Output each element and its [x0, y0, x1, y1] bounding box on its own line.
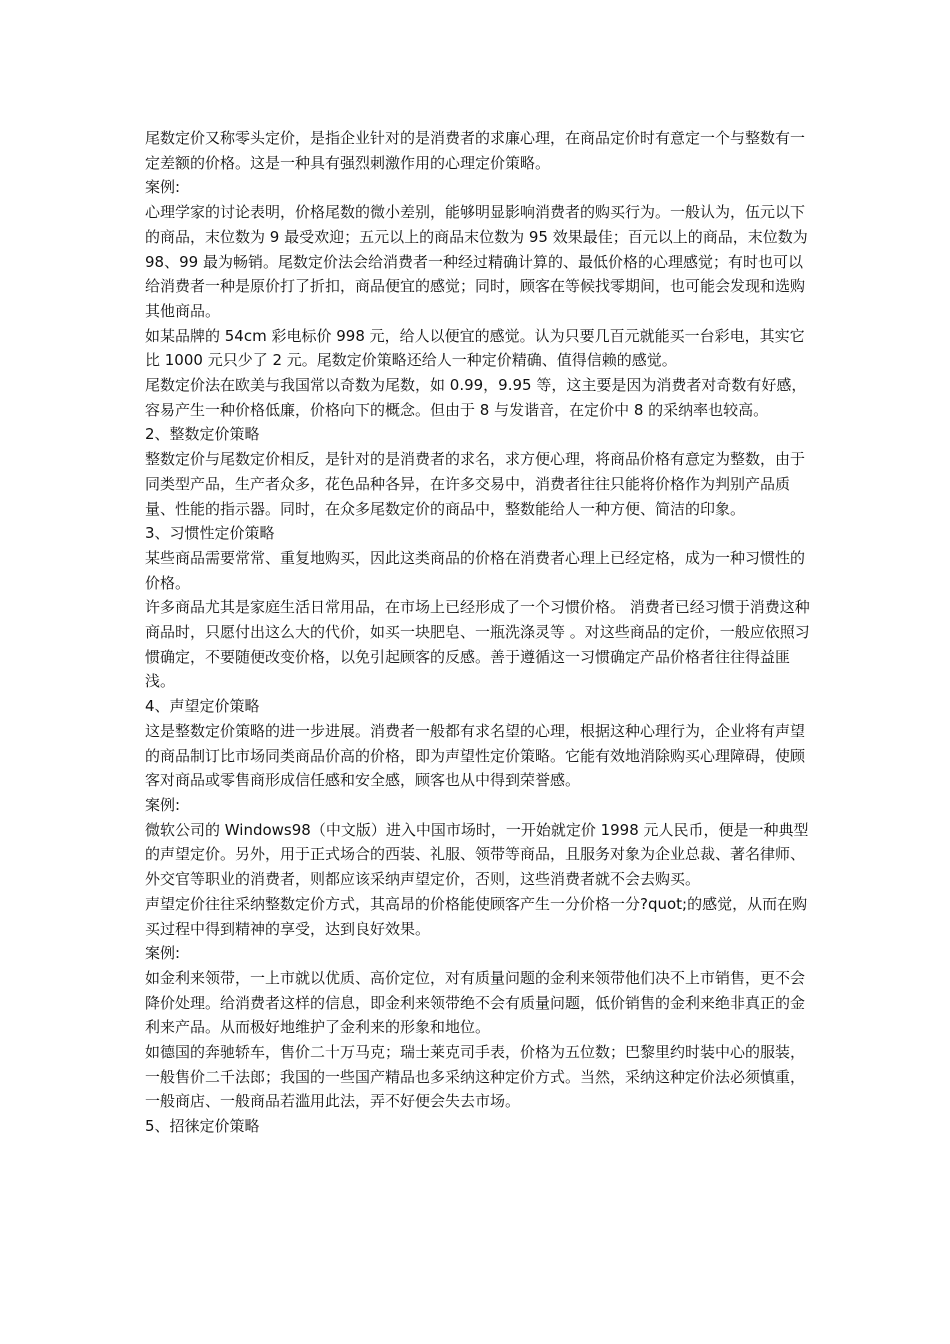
case-label: 案例:: [145, 795, 181, 814]
paragraph-microsoft-example: 微软公司的 Windows98（中文版）进入中国市场时，一开始就定价 1998 元人民币，便是一种典型的声望定价。另外，用于正式场合的西装、礼服、领带等商品，且服务对象为企业总裁、著名律师、外交官等职业的消费者，则都应该采纳声望定价，否则，这些消费者就不会去购买。: [145, 820, 809, 889]
section-heading-integer-pricing: 2、整数定价策略: [145, 425, 260, 444]
intro-paragraph: 尾数定价又称零头定价，是指企业针对的是消费者的求廉心理，在商品定价时有意定一个与整数有一定差额的价格。这是一种具有强烈刺激作用的心理定价策略。: [145, 129, 806, 172]
paragraph-habitual-pricing-2: 许多商品尤其是家庭生活日常用品，在市场上已经形成了一个习惯价格。 消费者已经习惯于消费这种商品时，只愿付出这么大的代价，如买一块肥皂、一瓶洗涤灵等 。对这些商品的定价，一般应依照习惯确定，不要随便改变价格，以免引起顾客的反感。善于遵循这一习惯确定产品价格者往往得益匪浅。: [145, 598, 810, 691]
case-label: 案例:: [145, 944, 181, 963]
paragraph-integer-pricing: 整数定价与尾数定价相反，是针对的是消费者的求名，求方便心理，将商品价格有意定为整数，由于同类型产品，生产者众多，花色品种各异，在许多交易中，消费者往往只能将价格作为判别产品质量、性能的指示器。同时，在众多尾数定价的商品中，整数能给人一种方便、简洁的印象。: [145, 450, 806, 518]
section-heading-habitual-pricing: 3、习惯性定价策略: [145, 524, 275, 543]
paragraph-odd-number-pricing: 尾数定价法在欧美与我国常以奇数为尾数，如 0.99，9.95 等，这主要是因为消费者对奇数有好感，容易产生一种价格低廉，价格向下的概念。但由于 8 与发谐音，在定价中 8 的采纳率也较高。: [145, 376, 807, 419]
paragraph-luxury-examples: 如德国的奔驰轿车，售价二十万马克；瑞士莱克司手表，价格为五位数；巴黎里约时装中心的服装，一般售价二千法郎；我国的一些国产精品也多采纳这种定价方式。当然，采纳这种定价法必须慎重，一般商店、一般商品若滥用此法，弄不好便会失去市场。: [145, 1043, 806, 1111]
paragraph-prestige-integer: 声望定价往往采纳整数定价方式，其高昂的价格能使顾客产生一分价格一分?quot;的感觉，从而在购买过程中得到精神的享受，达到良好效果。: [145, 894, 808, 938]
section-heading-prestige-pricing: 4、声望定价策略: [145, 697, 260, 716]
section-heading-lure-pricing: 5、招徕定价策略: [145, 1117, 260, 1136]
paragraph-habitual-pricing-1: 某些商品需要常常、重复地购买，因此这类商品的价格在消费者心理上已经定格，成为一种习惯性的价格。: [145, 548, 806, 592]
paragraph-tv-example: 如某品牌的 54cm 彩电标价 998 元，给人以便宜的感觉。认为只要几百元就能买一台彩电，其实它比 1000 元只少了 2 元。尾数定价策略还给人一种定价精确、值得信赖的感觉。: [145, 326, 805, 370]
paragraph-prestige-pricing: 这是整数定价策略的进一步进展。消费者一般都有求名望的心理，根据这种心理行为，企业将有声望的商品制订比市场同类商品价高的价格，即为声望性定价策略。它能有效地消除购买心理障碍，使顾客对商品或零售商形成信任感和安全感，顾客也从中得到荣誉感。: [145, 721, 806, 790]
document-body: [145, 126, 811, 1139]
case-label: 案例:: [145, 178, 181, 197]
paragraph-psychology-research: 心理学家的讨论表明，价格尾数的微小差别，能够明显影响消费者的购买行为。一般认为，伍元以下的商品，末位数为 9 最受欢迎；五元以上的商品末位数为 95 效果最佳；百元以上的商品，末位数为 98、99 最为畅销。尾数定价法会给消费者一种经过精确计算的、最低价格的心理感觉；有时也可以给消费者一种是原价打了折扣，商品便宜的感觉；同时，顾客在等候找零期间，也可能会发现和选购其他商品。: [145, 203, 808, 320]
paragraph-goldlion-example: 如金利来领带，一上市就以优质、高价定位，对有质量问题的金利来领带他们决不上市销售，更不会降价处理。给消费者这样的信息，即金利来领带绝不会有质量问题，低价销售的金利来绝非真正的金利来产品。从而极好地维护了金利来的形象和地位。: [145, 968, 806, 1037]
